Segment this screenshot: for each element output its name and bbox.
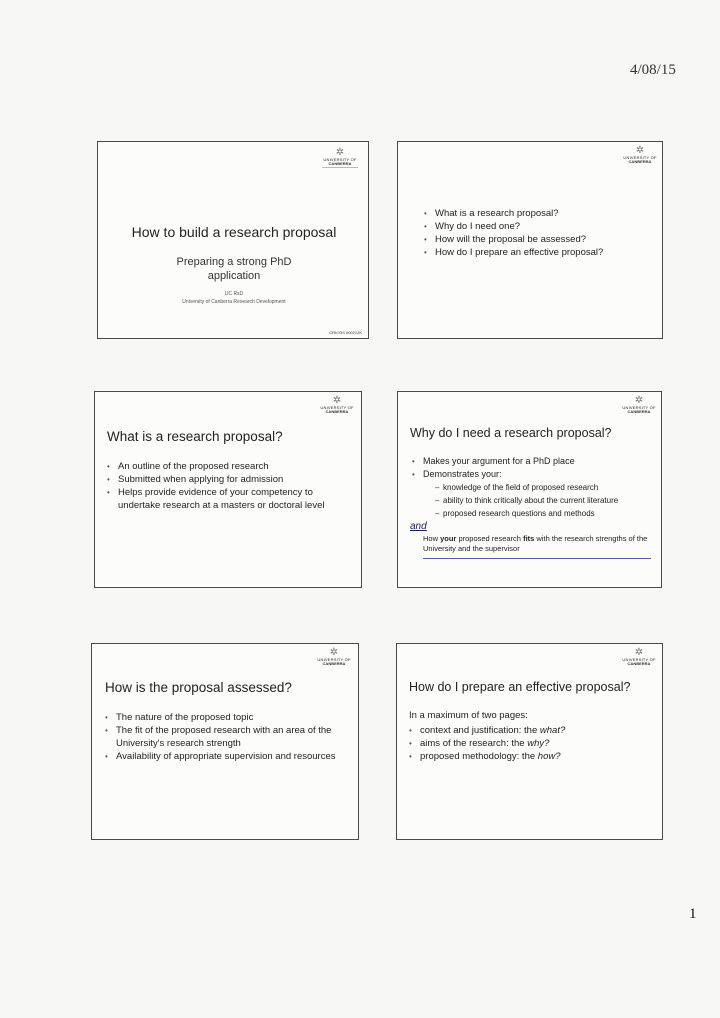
definition-list (107, 460, 353, 512)
list-item: • The fit of the proposed research with an area of the University's research strength (105, 724, 337, 750)
slide-title: How do I prepare an effective proposal? (409, 680, 631, 694)
list-item: • context and justification: the what? (409, 724, 649, 737)
slide-subtitle: Preparing a strong PhD application (176, 256, 292, 282)
pen-underline (423, 558, 651, 559)
university-logo: ✲ UNIVERSITY OF CANBERRA (317, 396, 357, 414)
university-logo: ✲ UNIVERSITY OF CANBERRA (314, 648, 354, 666)
list-item: • The nature of the proposed topic (105, 711, 337, 724)
star-logo-icon: ✲ (634, 647, 644, 658)
slide-title: How is the proposal assessed? (105, 680, 292, 695)
page-date: 4/08/15 (630, 62, 676, 78)
components-list (409, 724, 649, 763)
sub-list-item: – proposed research questions and methods (435, 507, 657, 520)
list-item: • Makes your argument for a PhD place (412, 455, 657, 468)
sub-list (423, 481, 657, 520)
slide-2-overview (397, 141, 663, 339)
slide-1-title (97, 141, 369, 339)
page-number: 1 (689, 906, 697, 922)
slide-5-assessed (91, 643, 359, 840)
sub-list-item: – ability to think critically about the current literature (435, 494, 657, 507)
list-item: • How do I prepare an effective proposal? (424, 246, 654, 259)
criteria-list (105, 711, 337, 763)
university-logo: ✲ UNIVERSITY OF CANBERRA (620, 146, 660, 164)
reasons-list (412, 455, 657, 520)
slide-title: What is a research proposal? (107, 429, 283, 444)
fit-statement: How your proposed research fits with the research strengths of the University and the supervisor (423, 534, 648, 553)
star-logo-icon: ✲ (329, 647, 339, 658)
presenter: UC RsD (224, 291, 244, 297)
list-item: • How will the proposal be assessed? (424, 233, 654, 246)
list-item: • Availability of appropriate supervision and resources (105, 750, 337, 763)
and-label: and (410, 521, 427, 532)
university-logo: ✲ UNIVERSITY OF CANBERRA (619, 396, 659, 414)
slide-3-what-is (94, 391, 362, 588)
star-logo-icon: ✲ (335, 147, 345, 158)
university-logo: ✲ UNIVERSITY OF CANBERRA (619, 648, 659, 666)
list-item: • Helps provide evidence of your competency to undertake research at a masters or doctoral level (107, 486, 353, 512)
list-item: • Why do I need one? (424, 220, 654, 233)
logo-line-2: CANBERRA (328, 161, 352, 166)
intro-text: In a maximum of two pages: (409, 710, 528, 721)
list-item: • What is a research proposal? (424, 207, 654, 220)
organisation: University of Canberra Research Development (182, 299, 286, 305)
star-logo-icon: ✲ (332, 395, 342, 406)
list-item: • Demonstrates your: – knowledge of the field of proposed research – ability to think critically about the current literature – proposed research questions and methods (412, 468, 657, 520)
logo-line-1: UNIVERSITY OF (323, 157, 357, 162)
cricos-code: CRICOS #00212K (329, 330, 362, 335)
list-item: • An outline of the proposed research (107, 460, 353, 473)
star-logo-icon: ✲ (634, 395, 644, 406)
slide-6-prepare (396, 643, 663, 840)
list-item: • aims of the research: the why? (409, 737, 649, 750)
slide-4-why-need (397, 391, 662, 588)
sub-list-item: – knowledge of the field of proposed research (435, 481, 657, 494)
slide-title: How to build a research proposal (131, 224, 337, 240)
slide-title: Why do I need a research proposal? (410, 426, 612, 440)
list-item: • Submitted when applying for admission (107, 473, 353, 486)
list-item: • proposed methodology: the how? (409, 750, 649, 763)
university-logo (320, 148, 360, 168)
star-logo-icon: ✲ (635, 145, 645, 156)
overview-list (424, 207, 654, 259)
